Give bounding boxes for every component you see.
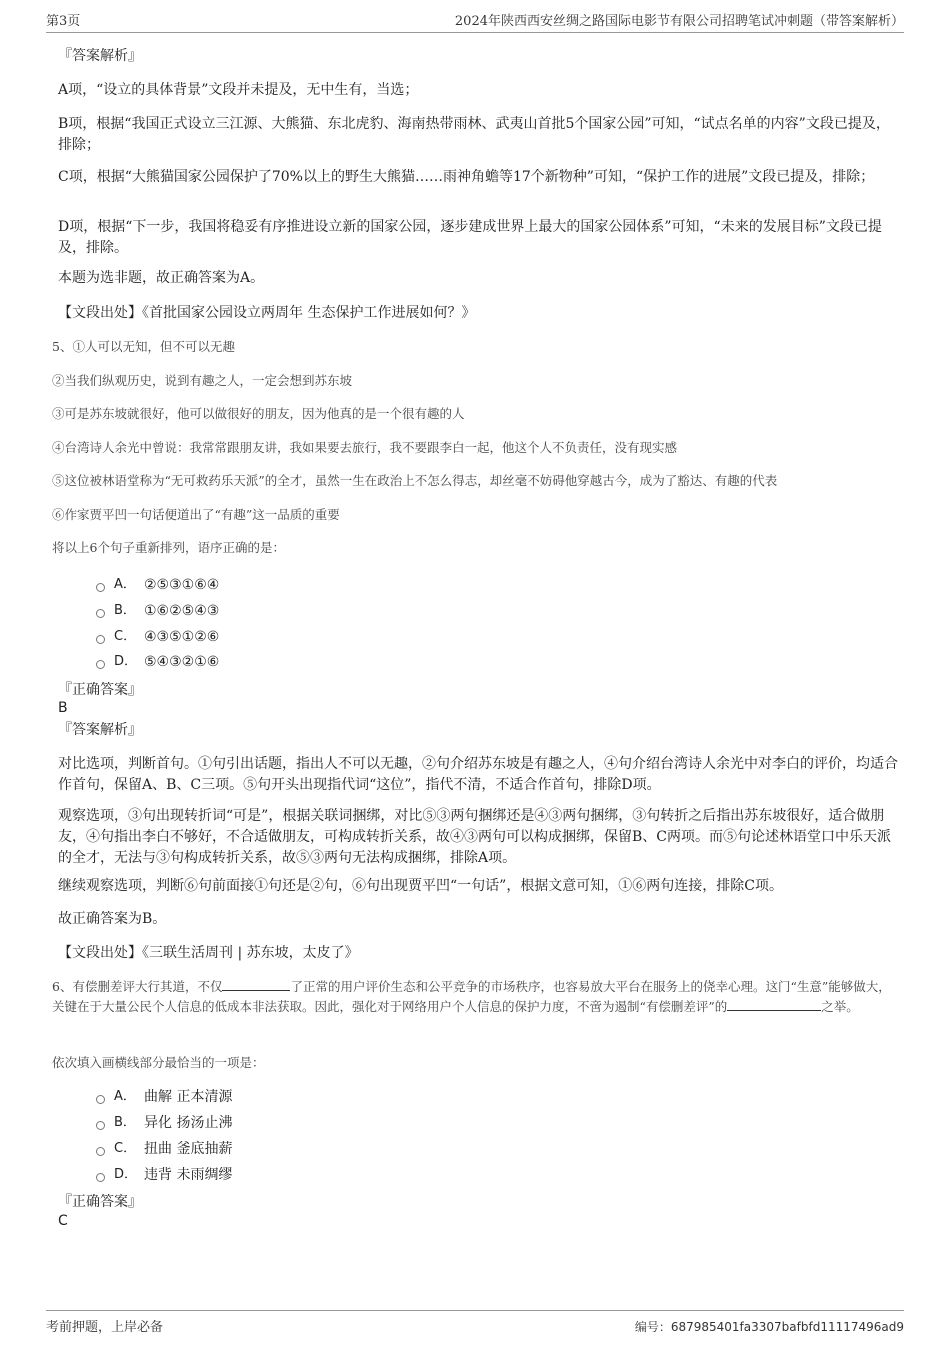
analysis-paragraph: A项，“设立的具体背景”文段并未提及，无中生有，当选； [58, 82, 419, 98]
option-text: 扭曲 釜底抽薪 [144, 1141, 233, 1157]
analysis-label: 『答案解析』 [58, 48, 142, 64]
fill-blank [727, 997, 821, 1011]
sentence-item: ⑤这位被林语堂称为“无可救药乐天派”的全才，虽然一生在政治上不怎么得志，却丝毫不妨碍他穿越古今，成为了豁达、有趣的代表 [52, 473, 778, 488]
option-b[interactable] [96, 601, 219, 621]
radio-button[interactable] [96, 609, 105, 618]
question-stem [52, 977, 898, 1017]
answer-label: 『正确答案』 [58, 682, 142, 698]
option-text: ⑤④③②①⑥ [144, 654, 220, 670]
option-c[interactable] [96, 627, 219, 647]
page-number: 第3页 [46, 14, 81, 29]
analysis-label: 『答案解析』 [58, 722, 142, 738]
option-letter: D． [114, 1167, 138, 1182]
option-a[interactable] [96, 1087, 232, 1107]
stem-part: 6、有偿删差评大行其道，不仅 [52, 979, 223, 994]
page-footer [46, 1310, 904, 1335]
option-text: 曲解 正本清源 [144, 1089, 233, 1105]
sentence-item: ②当我们纵观历史，说到有趣之人，一定会想到苏东坡 [52, 373, 353, 388]
question-stem: 5、①人可以无知，但不可以无趣 [52, 339, 235, 354]
radio-button[interactable] [96, 1121, 105, 1130]
document-code: 编号：687985401fa3307bafbfd11117496ad9 [634, 1320, 904, 1334]
option-letter: B． [114, 1115, 136, 1130]
analysis-conclusion: 故正确答案为B。 [58, 911, 167, 927]
question-prompt: 将以上6个句子重新排列，语序正确的是： [52, 540, 285, 555]
analysis-paragraph: 对比选项，判断首句。①句引出话题，指出人不可以无趣，②句介绍苏东坡是有趣之人，④句介绍台湾诗人余光中对李白的评价，均适合作首句，保留A、B、C三项。⑤句开头出现指代词“这位”，指代不清，不适合作首句，排除D项。 [58, 756, 898, 793]
stem-part: 之举。 [821, 999, 859, 1014]
radio-button[interactable] [96, 635, 105, 644]
option-letter: C． [114, 1141, 137, 1156]
option-b[interactable] [96, 1113, 232, 1133]
source-citation: 【文段出处】《三联生活周刊 | 苏东坡，太皮了》 [58, 945, 359, 961]
question-prompt: 依次填入画横线部分最恰当的一项是： [52, 1055, 265, 1070]
document-title: 2024年陕西西安丝绸之路国际电影节有限公司招聘笔试冲刺题（带答案解析） [454, 14, 904, 29]
analysis-paragraph: 观察选项，③句出现转折词“可是”，根据关联词捆绑，对比⑤③两句捆绑还是④③两句捆绑，③句转折之后指出苏东坡很好，适合做朋友，④句指出李白不够好，不合适做朋友，可构成转折关系，故④③两句可以构成捆绑，保留B、C两项。而⑤句论述林语堂口中乐天派的全才，无法与③句构成转折关系，故⑤③两句无法构成捆绑，排除A项。 [58, 808, 891, 866]
analysis-paragraph: D项，根据“下一步，我国将稳妥有序推进设立新的国家公园，逐步建成世界上最大的国家公园体系”可知，“未来的发展目标”文段已提及，排除。 [58, 219, 882, 256]
option-letter: D． [114, 654, 138, 669]
option-text: ①⑥②⑤④③ [144, 603, 220, 619]
radio-button[interactable] [96, 1147, 105, 1156]
analysis-paragraph: B项，根据“我国正式设立三江源、大熊猫、东北虎豹、海南热带雨林、武夷山首批5个国家公园”可知，“试点名单的内容”文段已提及，排除； [58, 116, 890, 153]
option-d[interactable] [96, 1165, 232, 1185]
answer-value: B [58, 700, 68, 716]
radio-button[interactable] [96, 583, 105, 592]
option-c[interactable] [96, 1139, 232, 1159]
option-d[interactable] [96, 652, 219, 672]
option-text: 异化 扬汤止沸 [144, 1115, 233, 1131]
radio-button[interactable] [96, 1173, 105, 1182]
stem-part: 了正常的用户评价生态和公平竞争的市场秩序，也容易放大平台在服务上的侥幸心理。这门“生意”能够做大，关键在于大量公民个人信息的低成本非法获取。因此，强化对于网络用户个人信息的保护力度，不啻为遏制“有偿删差评”的 [52, 979, 891, 1014]
answer-value: C [58, 1213, 68, 1229]
option-text: ④③⑤①②⑥ [144, 629, 220, 645]
analysis-conclusion: 本题为选非题，故正确答案为A。 [58, 270, 265, 286]
analysis-paragraph: 继续观察选项，判断⑥句前面接①句还是②句，⑥句出现贾平凹“一句话”，根据文意可知，①⑥两句连接，排除C项。 [58, 878, 784, 894]
sentence-item: ③可是苏东坡就很好，他可以做很好的朋友，因为他真的是一个很有趣的人 [52, 406, 465, 421]
option-letter: B． [114, 603, 136, 618]
option-letter: C． [114, 629, 137, 644]
radio-button[interactable] [96, 1095, 105, 1104]
sentence-item: ⑥作家贾平凹一句话便道出了“有趣”这一品质的重要 [52, 507, 340, 522]
radio-button[interactable] [96, 660, 105, 669]
analysis-paragraph: C项，根据“大熊猫国家公园保护了70%以上的野生大熊猫……雨神角蟾等17个新物种”可知，“保护工作的进展”文段已提及，排除； [58, 169, 875, 185]
footer-slogan: 考前押题，上岸必备 [46, 1320, 164, 1335]
answer-label: 『正确答案』 [58, 1194, 142, 1210]
option-text: 违背 未雨绸缪 [144, 1167, 233, 1183]
option-letter: A． [114, 1089, 136, 1104]
option-text: ②⑤③①⑥④ [144, 577, 220, 593]
source-citation: 【文段出处】《首批国家公园设立两周年 生态保护工作进展如何？》 [58, 305, 476, 321]
page-header [46, 10, 904, 33]
fill-blank [222, 977, 290, 991]
sentence-item: ④台湾诗人余光中曾说：我常常跟朋友讲，我如果要去旅行，我不要跟李白一起，他这个人不负责任，没有现实感 [52, 440, 678, 455]
option-letter: A． [114, 577, 136, 592]
option-a[interactable] [96, 575, 219, 595]
